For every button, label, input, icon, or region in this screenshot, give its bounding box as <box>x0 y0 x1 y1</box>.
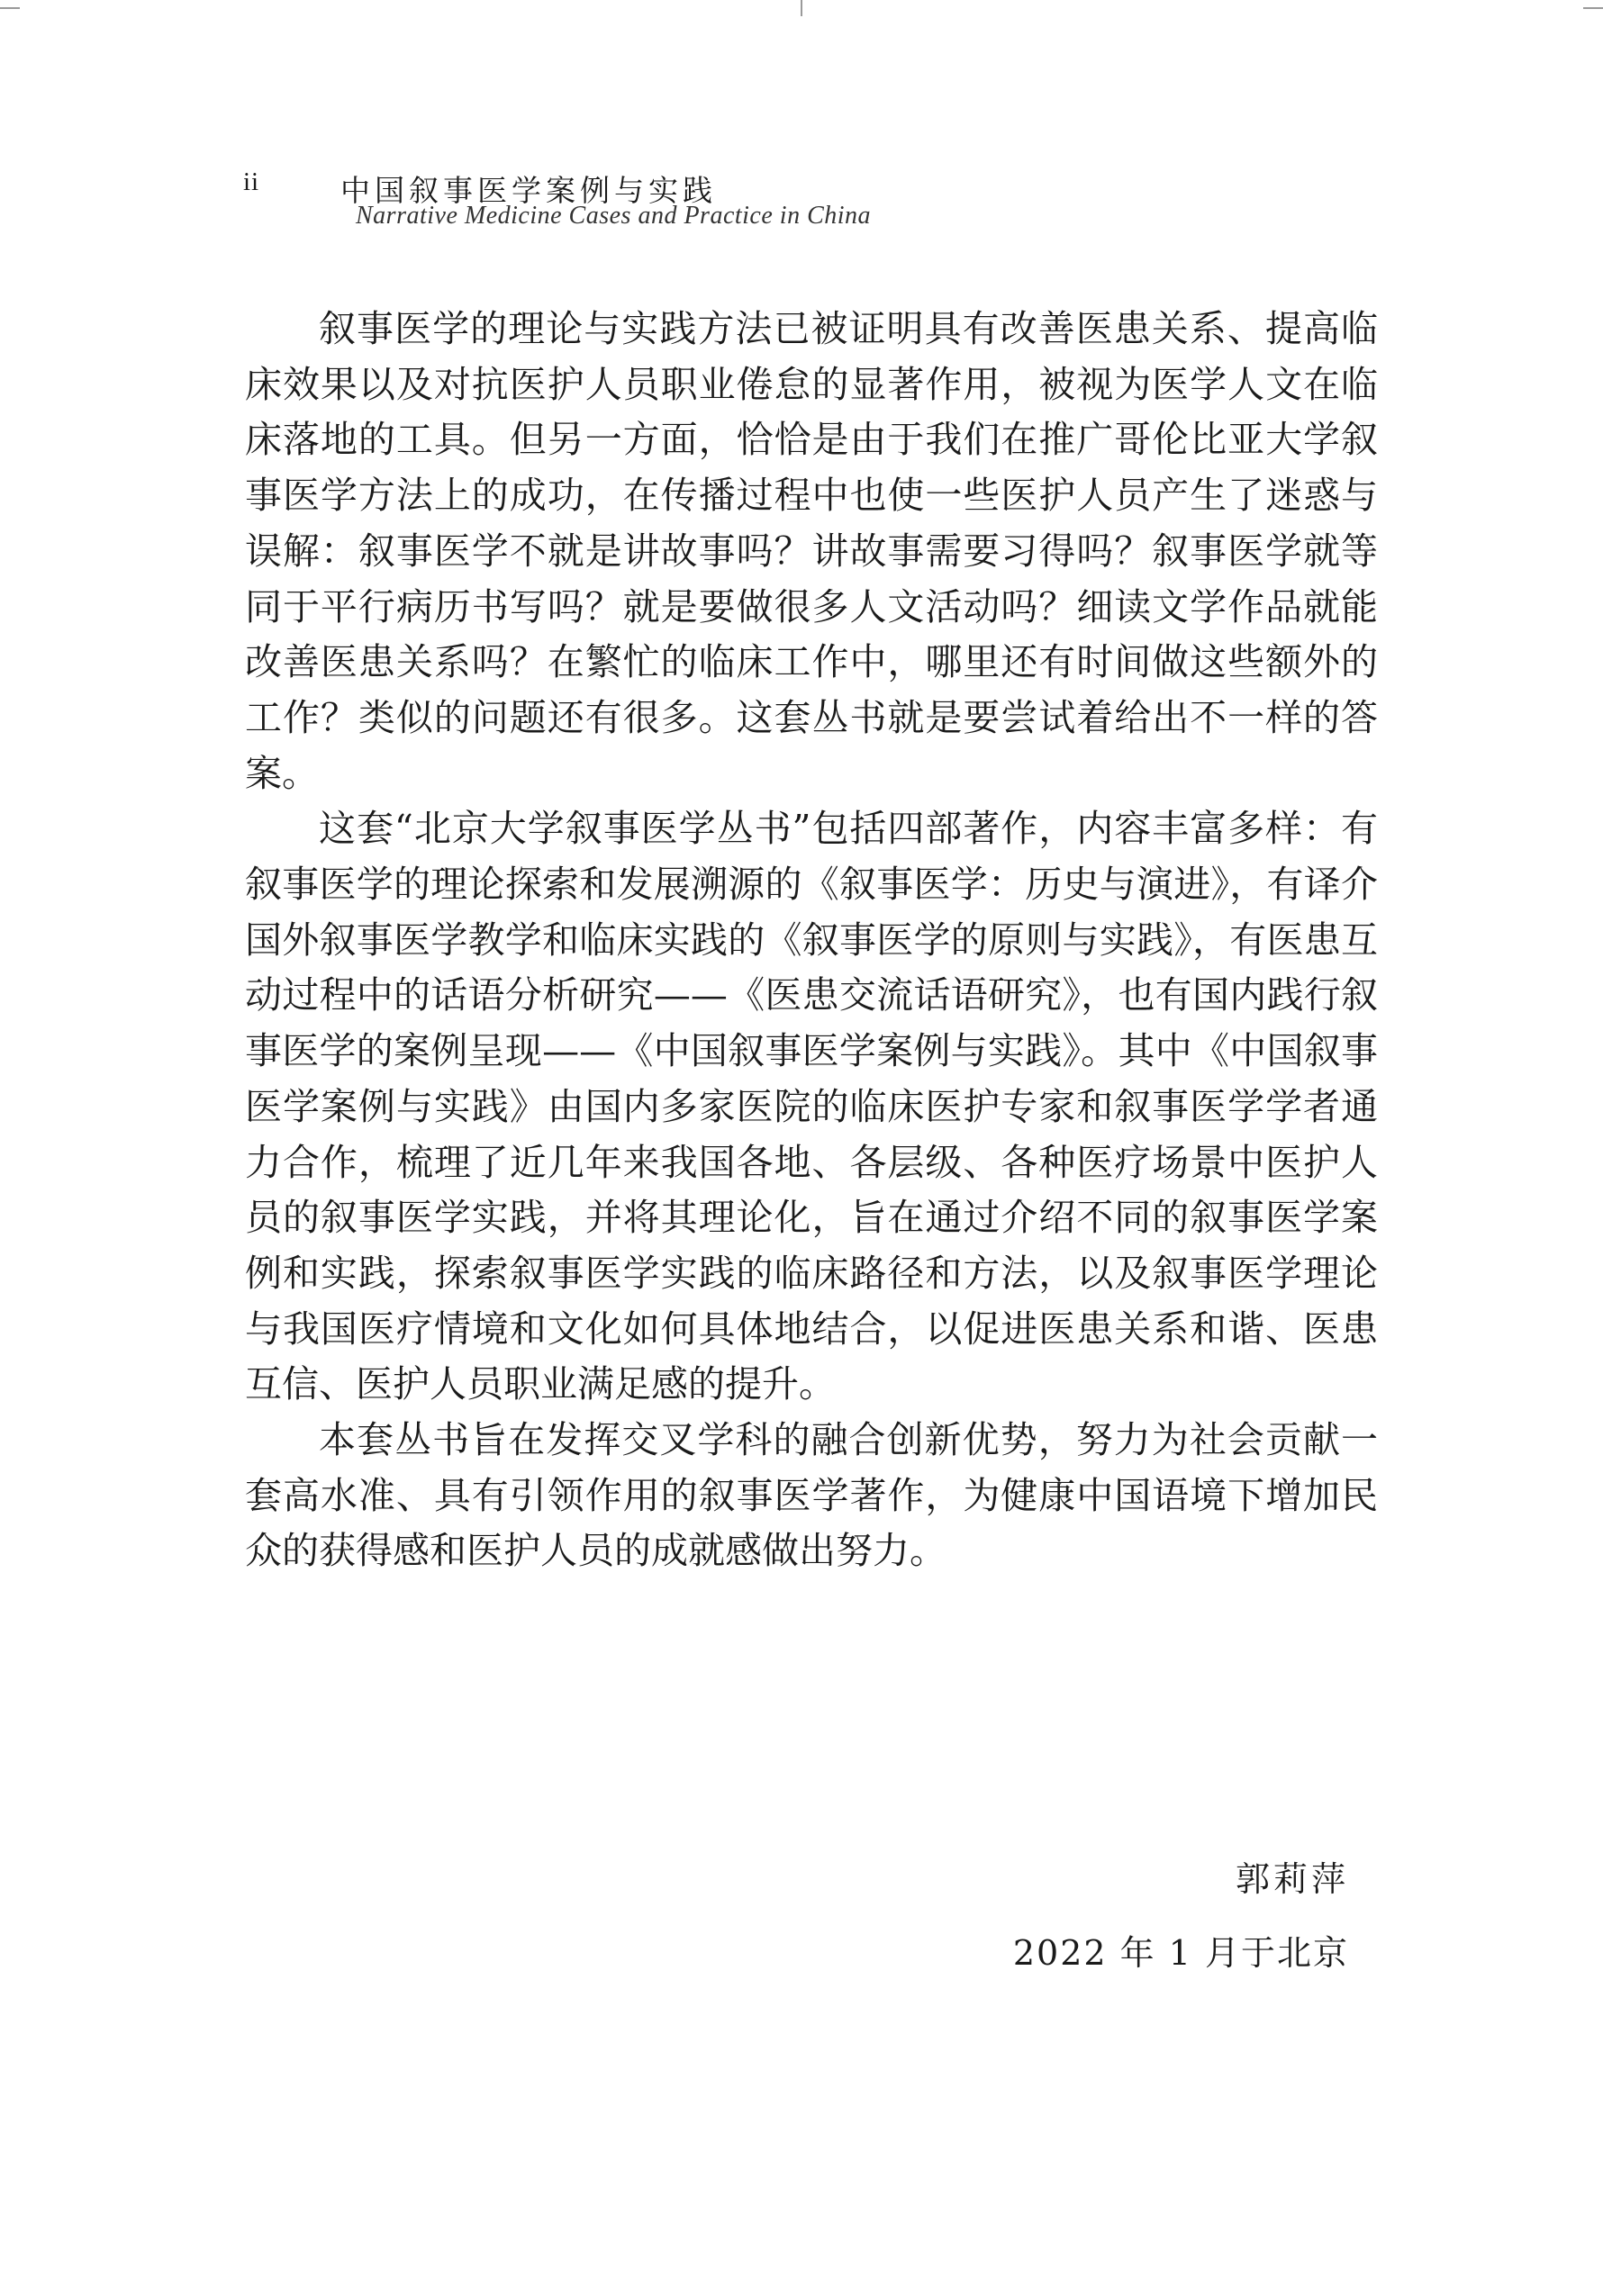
paragraph-2: 这套“北京大学叙事医学丛书”包括四部著作，内容丰富多样：有叙事医学的理论探索和发展溯源的《叙事医学：历史与演进》，有译介国外叙事医学教学和临床实践的《叙事医学的原则与实践》，有医患互动过程中的话语分析研究——《医患交流话语研究》，也有国内践行叙事医学的案例呈现——《中国叙事医学案例与实践》。其中《中国叙事医学案例与实践》由国内多家医院的临床医护专家和叙事医学学者通力合作，梳理了近几年来我国各地、各层级、各种医疗场景中医护人员的叙事医学实践，并将其理论化，旨在通过介绍不同的叙事医学案例和实践，探索叙事医学实践的临床路径和方法，以及叙事医学理论与我国医疗情境和文化如何具体地结合，以促进医患关系和谐、医患互信、医护人员职业满足感的提升。 <box>245 807 1378 1406</box>
running-title-english: Narrative Medicine Cases and Practice in China <box>356 202 872 230</box>
signature-date-place: 2022 年 1 月于北京 <box>1012 1933 1349 1973</box>
running-title: 中国叙事医学案例与实践 <box>340 173 717 208</box>
crop-mark-top-center <box>801 0 802 16</box>
paragraph-1: 叙事医学的理论与实践方法已被证明具有改善医患关系、提高临床效果以及对抗医护人员职业倦怠的显著作用，被视为医学人文在临床落地的工具。但另一方面，恰恰是由于我们在推广哥伦比亚大学叙事医学方法上的成功，在传播过程中也使一些医护人员产生了迷惑与误解：叙事医学不就是讲故事吗？讲故事需要习得吗？叙事医学就等同于平行病历书写吗？就是要做很多人文活动吗？细读文学作品就能改善医患关系吗？在繁忙的临床工作中，哪里还有时间做这些额外的工作？类似的问题还有很多。这套丛书就是要尝试着给出不一样的答案。 <box>245 307 1378 795</box>
paragraph-3: 本套丛书旨在发挥交叉学科的融合创新优势，努力为社会贡献一套高水准、具有引领作用的叙事医学著作，为健康中国语境下增加民众的获得感和医护人员的成就感做出努力。 <box>245 1418 1378 1573</box>
crop-mark-top-right <box>1583 7 1603 9</box>
signature-author: 郭莉萍 <box>1235 1859 1349 1899</box>
crop-mark-top-left <box>0 7 20 9</box>
running-header <box>243 167 1414 240</box>
body-text <box>245 302 1378 1579</box>
page-number: ii <box>243 167 260 196</box>
